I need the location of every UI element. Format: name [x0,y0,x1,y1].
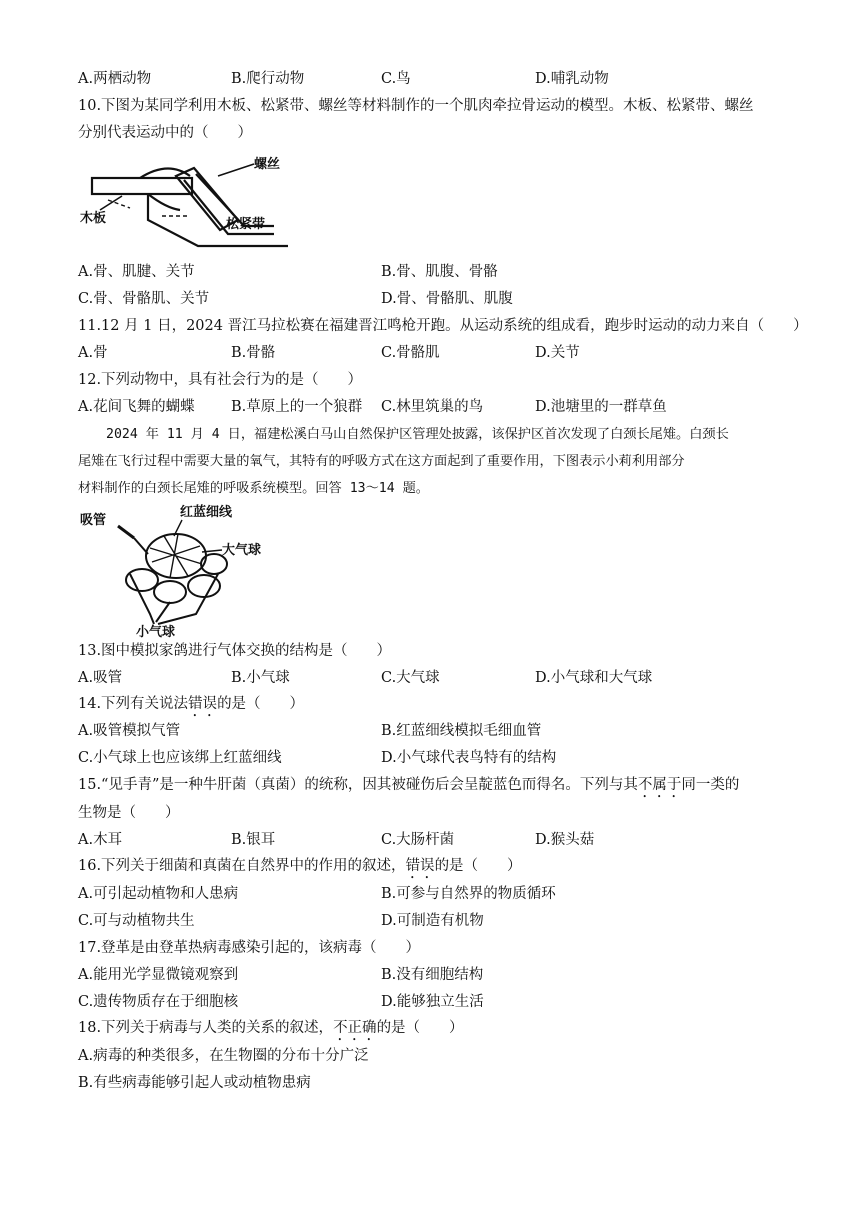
q11-option-b: B.骨骼 [231,345,276,361]
q14-option-c: C.小气球上也应该绑上红蓝细线 [78,750,282,766]
q9-option-b: B.爬行动物 [231,71,305,87]
q16-option-c: C.可与动植物共生 [78,913,195,929]
q16-option-a: A.可引起动植物和人患病 [78,886,239,902]
q10-option-b: B.骨、肌腹、骨骼 [381,264,498,280]
q13-option-b: B.小气球 [231,670,290,686]
q12-stem: 12.下列动物中，具有社会行为的是（ ） [78,372,363,388]
q10-stem-line1: 10.下图为某同学利用木板、松紧带、螺丝等材料制作的一个肌肉牵拉骨运动的模型。木板、松紧带、螺丝 [78,98,754,114]
q14-option-b: B.红蓝细线模拟毛细血管 [381,723,542,739]
q18-option-a: A.病毒的种类很多，在生物圈的分布十分广泛 [78,1048,369,1064]
q14-option-a: A.吸管模拟气管 [78,723,181,739]
q12-option-a: A.花间飞舞的蝴蝶 [78,399,195,415]
q12-option-d: D.池塘里的一群草鱼 [535,399,667,415]
q17-option-c: C.遗传物质存在于细胞核 [78,994,239,1010]
label-board: 木板 [80,211,107,226]
q14-option-d: D.小气球代表鸟特有的结构 [381,750,557,766]
q11-option-c: C.骨骼肌 [381,345,440,361]
q11-option-a: A.骨 [78,345,108,361]
q10-option-d: D.骨、骨骼肌、肌腹 [381,291,513,307]
label-thread: 红蓝细线 [180,505,233,520]
q12-option-c: C.林里筑巢的鸟 [381,399,484,415]
q12-option-b: B.草原上的一个狼群 [231,399,363,415]
q18-stem: 18.下列关于病毒与人类的关系的叙述，不正确的是（ ） [78,1020,464,1036]
q17-option-d: D.能够独立生活 [381,994,484,1010]
label-small-balloon: 小气球 [136,625,176,638]
q14-stem: 14.下列有关说法错误的是（ ） [78,696,305,712]
q16-option-b: B.可参与自然界的物质循环 [381,886,556,902]
label-screw: 螺丝 [254,157,281,172]
q9-option-a: A.两栖动物 [78,71,152,87]
q10-option-c: C.骨、骨骼肌、关节 [78,291,210,307]
q11-option-d: D.关节 [535,345,580,361]
q9-option-c: C.鸟 [381,71,411,87]
q13-option-c: C.大气球 [381,670,440,686]
q15-option-c: C.大肠杆菌 [381,832,455,848]
q16-option-d: D.可制造有机物 [381,913,484,929]
passage-line1: 2024 年 11 月 4 日，福建松溪白马山自然保护区管理处披露，该保护区首次发现了白颈长尾雉。白颈长 [106,427,729,442]
passage-line2: 尾雉在飞行过程中需要大量的氧气，其特有的呼吸方式在这方面起到了重要作用，下图表示小莉利用部分 [78,454,685,469]
respiratory-model-figure [78,504,278,638]
q15-stem-line2: 生物是（ ） [78,805,180,821]
q10-stem-line2: 分别代表运动中的（ ） [78,125,252,141]
q15-option-d: D.猴头菇 [535,832,595,848]
passage-line3: 材料制作的白颈长尾雉的呼吸系统模型。回答 13～14 题。 [78,481,429,496]
q17-stem: 17.登革是由登革热病毒感染引起的，该病毒（ ） [78,940,421,956]
q15-option-b: B.银耳 [231,832,276,848]
q9-option-d: D.哺乳动物 [535,71,609,87]
label-big-balloon: 大气球 [222,543,262,558]
q16-stem: 16.下列关于细菌和真菌在自然界中的作用的叙述，错误的是（ ） [78,858,522,874]
q15-option-a: A.木耳 [78,832,123,848]
label-band: 松紧带 [226,217,266,232]
q11-stem: 11.12 月 1 日，2024 晋江马拉松赛在福建晋江鸣枪开跑。从运动系统的组成看，跑步时运动的动力来自（ ） [78,318,808,334]
q13-option-d: D.小气球和大气球 [535,670,653,686]
q13-stem: 13.图中模拟家鸽进行气体交换的结构是（ ） [78,643,392,659]
q17-option-a: A.能用光学显微镜观察到 [78,967,239,983]
label-straw: 吸管 [80,513,107,528]
muscle-bone-model-figure [78,150,298,250]
q15-stem-line1: 15.“见手青”是一种牛肝菌（真菌）的统称，因其被碰伤后会呈靛蓝色而得名。下列与其不属于同一类的 [78,777,740,793]
q17-option-b: B.没有细胞结构 [381,967,484,983]
q10-option-a: A.骨、肌腱、关节 [78,264,195,280]
q18-option-b: B.有些病毒能够引起人或动植物患病 [78,1075,311,1091]
q13-option-a: A.吸管 [78,670,123,686]
